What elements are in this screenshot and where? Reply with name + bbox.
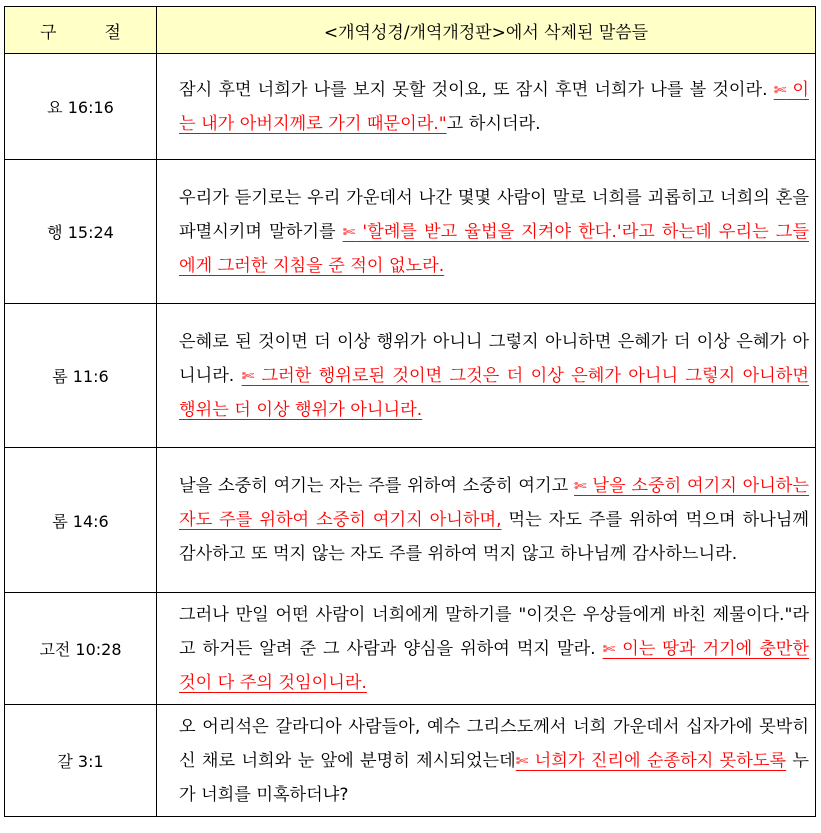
kept-text: 날을 소중히 여기는 자는 주를 위하여 소중히 여기고: [179, 476, 575, 496]
deleted-text: 너희가 진리에 순종하지 못하도록: [528, 750, 787, 771]
verse-reference: 요 16:16: [5, 54, 157, 160]
deleted-passage: [179, 366, 809, 420]
table-row: [5, 705, 816, 817]
kept-text: 은혜로 된 것이면 더 이상 행위가 아니니 그렇지 아니하면 은혜가 더 이상 은혜가 아니니라.: [179, 331, 809, 386]
deleted-words-column-header: <개역성경/개역개정판>에서 삭제된 말씀들: [157, 7, 816, 54]
table-row: [5, 304, 816, 448]
verse-text: [157, 304, 816, 448]
table-row: [5, 54, 816, 160]
table-row: [5, 448, 816, 593]
deleted-text: '할례를 받고 율법을 지켜야 한다.'라고 하는데 우리는 그들에게 그러한 지침을 준 적이 없노라.: [179, 221, 809, 276]
verse-text: [157, 160, 816, 304]
deleted-text: 이는 내가 아버지께로 가기 때문이라.": [179, 79, 809, 134]
table-row: [5, 593, 816, 705]
verse-reference: 갈 3:1: [5, 705, 157, 817]
verse-header-char-1: 구: [40, 22, 57, 43]
deleted-text: 그러한 행위로된 것이면 그것은 더 이상 은혜가 아니니 그렇지 아니하면 행위는 더 이상 행위가 아니니라.: [179, 365, 809, 420]
kept-text: 오 어리석은 갈라디아 사람들아, 예수 그리스도께서 너희 가운데서 십자가에 못박히신 채로 너희와 눈 앞에 분명히 제시되었는데: [179, 716, 809, 771]
verse-text: [157, 54, 816, 160]
scissors-icon: ✄: [773, 80, 787, 99]
scissors-icon: ✄: [574, 477, 587, 495]
deleted-passage: [516, 751, 786, 771]
kept-text-after: 고 하시더라.: [446, 113, 541, 134]
verse-reference: 행 15:24: [5, 160, 157, 304]
verse-reference: 롬 11:6: [5, 304, 157, 448]
verse-header-char-2: 절: [104, 22, 121, 43]
table-row: [5, 160, 816, 304]
verse-text: [157, 448, 816, 593]
verse-column-header: [5, 7, 157, 54]
scissors-icon: ✄: [602, 639, 616, 658]
verse-text: [157, 705, 816, 817]
scissors-icon: ✄: [515, 751, 529, 770]
scissors-icon: ✄: [342, 222, 356, 241]
verse-reference: 롬 14:6: [5, 448, 157, 593]
kept-text: 그러나 만일 어떤 사람이 너희에게 말하기를 "이것은 우상들에게 바친 제물이다."라고 하거든 알려 준 그 사람과 양심을 위하여 먹지 말라.: [179, 604, 809, 659]
deleted-verses-table: [4, 6, 816, 817]
verse-text: [157, 593, 816, 705]
kept-text: 우리가 듣기로는 우리 가운데서 나간 몇몇 사람이 말로 너희를 괴롭히고 너희의 혼을 파멸시키며 말하기를: [179, 187, 809, 242]
kept-text: 잠시 후면 너희가 나를 보지 못할 것이요, 또 잠시 후면 너희가 나를 볼 것이라.: [179, 79, 774, 100]
kept-text-after: 누가 너희를 미혹하더냐?: [179, 750, 809, 805]
verse-reference: 고전 10:28: [5, 593, 157, 705]
scissors-icon: ✄: [241, 366, 255, 385]
deleted-text: 이는 땅과 거기에 충만한 것이 다 주의 것임이니라.: [179, 638, 810, 693]
kept-text-after: 먹는 자도 주를 위하여 먹으며 하나님께 감사하고 또 먹지 않는 자도 주를 위하여 먹지 않고 하나님께 감사하느니라.: [179, 510, 809, 564]
deleted-text: 날을 소중히 여기지 아니하는 자도 주를 위하여 소중히 여기지 아니하며,: [179, 476, 810, 530]
table-header-row: [5, 7, 816, 54]
